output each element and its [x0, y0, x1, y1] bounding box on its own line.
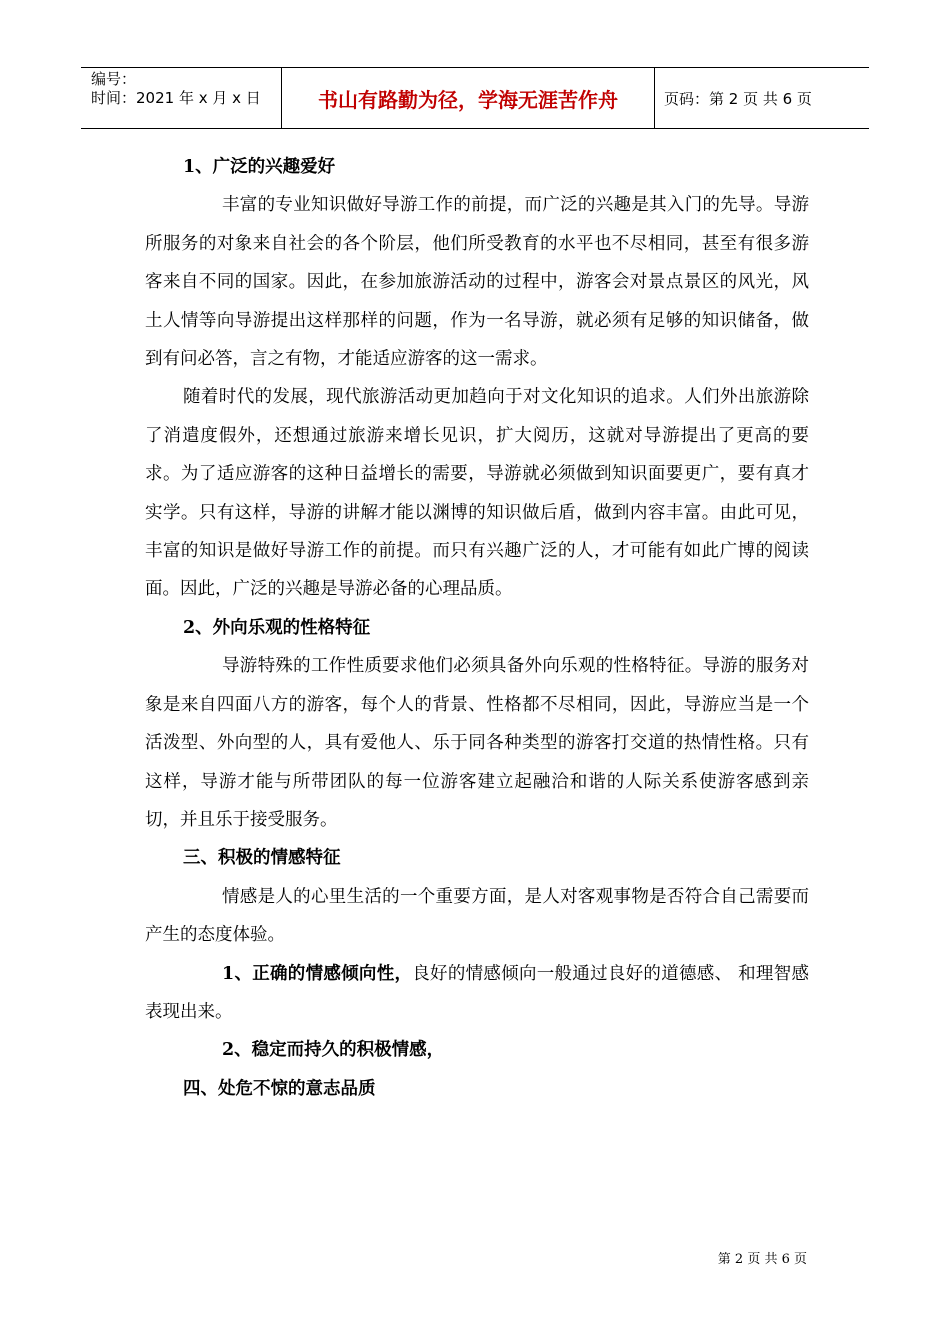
- header-meta-cell: [81, 68, 282, 128]
- section-heading-personality: 2、外向乐观的性格特征: [183, 617, 371, 638]
- subheading-stable-emotion: 2、稳定而持久的积极情感，: [222, 1040, 445, 1061]
- header-page-cell: [655, 68, 869, 128]
- section-heading-emotion: 三、积极的情感特征: [183, 848, 341, 869]
- document-body: [145, 148, 809, 1108]
- document-number-label: 编号：: [91, 70, 137, 88]
- header-motto: 书山有路勤为径，学海无涯苦作舟: [318, 87, 618, 112]
- header-motto-cell: [282, 68, 655, 128]
- document-header: [81, 67, 869, 129]
- paragraph-personality: 导游特殊的工作性质要求他们必须具备外向乐观的性格特征。导游的服务对象是来自四面八方的游客，每个人的背景、性格都不尽相同，因此，导游应当是一个活泼型、外向型的人，具有爱他人、乐于同各种类型的游客打交道的热情性格。只有这样，导游才能与所带团队的每一位游客建立起融洽和谐的人际关系使游客感到亲切，并且乐于接受服务。: [145, 656, 809, 830]
- emotion-tendency-title: 1、正确的情感倾向性，: [222, 963, 413, 984]
- header-page-number: 页码：第 2 页 共 6 页: [664, 89, 812, 108]
- paragraph-culture: 随着时代的发展，现代旅游活动更加趋向于对文化知识的追求。人们外出旅游除了消遣度假外，还想通过旅游来增长见识，扩大阅历，这就对导游提出了更高的要求。为了适应游客的这种日益增长的需要，导游就必须做到知识面要更广，要有真才实学。只有这样，导游的讲解才能以渊博的知识做后盾，做到内容丰富。由此可见，丰富的知识是做好导游工作的前提。而只有兴趣广泛的人，才可能有如此广博的阅读面。因此，广泛的兴趣是导游必备的心理品质。: [145, 387, 809, 600]
- paragraph-emotion: 情感是人的心里生活的一个重要方面，是人对客观事物是否符合自己需要而产生的态度体验。: [145, 886, 809, 946]
- paragraph-knowledge: 丰富的专业知识做好导游工作的前提，而广泛的兴趣是其入门的先导。导游所服务的对象来自社会的各个阶层，他们所受教育的水平也不尽相同，甚至有很多游客来自不同的国家。因此，在参加旅游活动的过程中，游客会对景点景区的风光，风土人情等向导游提出这样那样的问题，作为一名导游，就必须有足够的知识储备，做到有问必答，言之有物，才能适应游客的这一需求。: [145, 195, 809, 370]
- page-footer: 第 2 页 共 6 页: [717, 1252, 807, 1267]
- paragraph-emotion-tendency: [145, 955, 809, 1032]
- document-date-label: 时间：2021 年 x 月 x 日: [91, 89, 261, 107]
- emotion-tendency-text: 良好的情感倾向一般通过良好的道德感、 和理智感表现出来。: [145, 963, 809, 1022]
- section-heading-will: 四、处危不惊的意志品质: [183, 1078, 376, 1099]
- section-heading-interests: 1、广泛的兴趣爱好: [183, 157, 336, 177]
